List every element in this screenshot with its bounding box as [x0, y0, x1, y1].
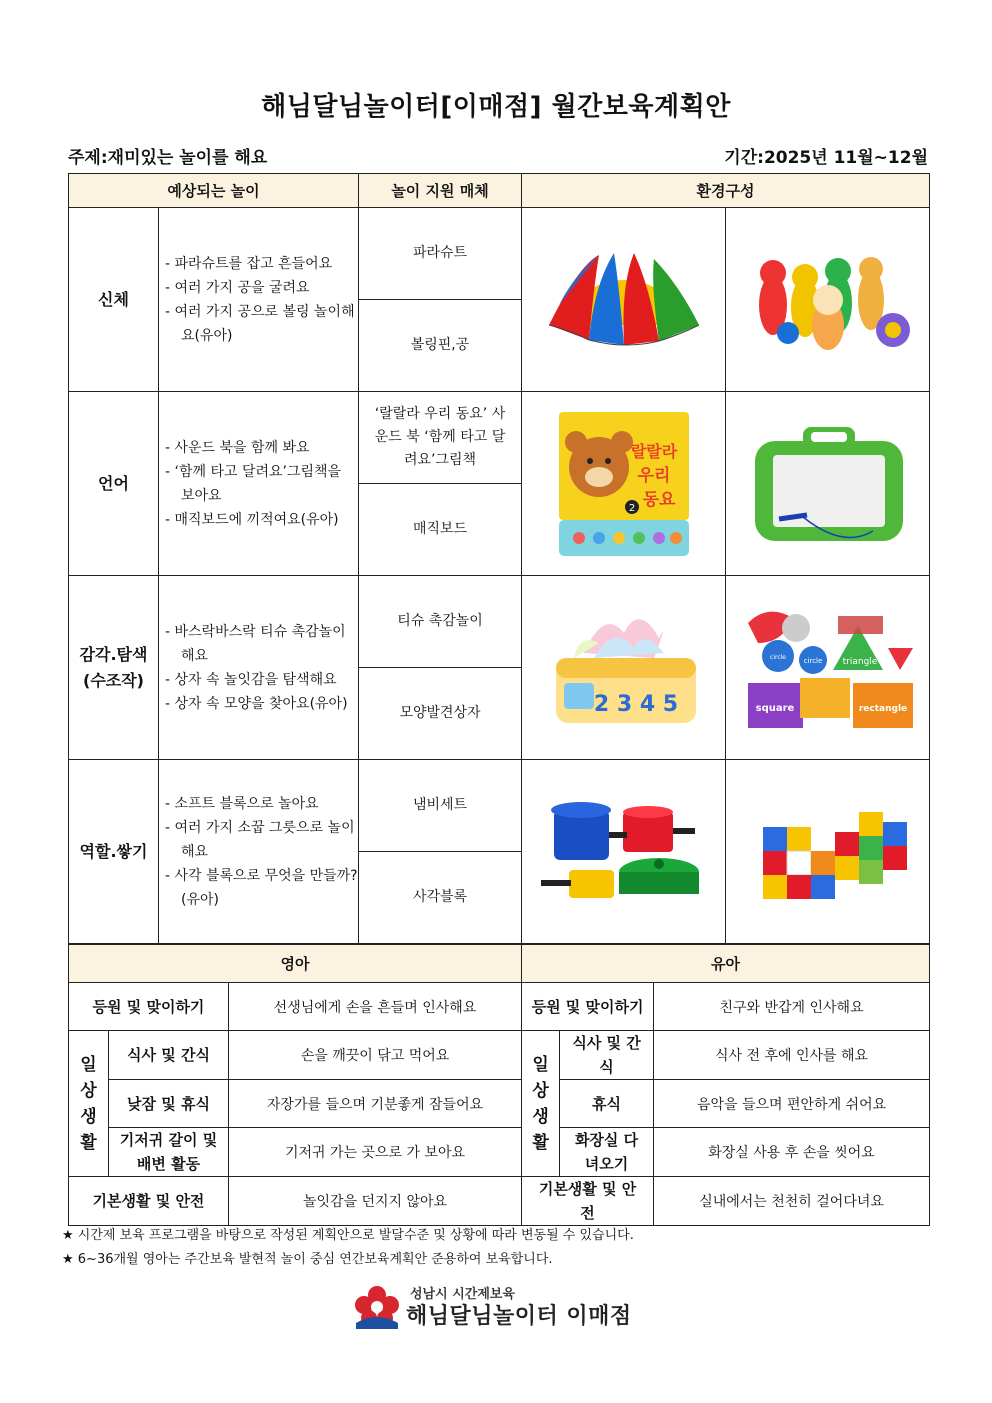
- activity-item: - 사각 블록으로 무엇을 만들까?(유아): [165, 867, 358, 908]
- plan-period: 기간:2025년 11월~12월: [724, 148, 928, 168]
- infant-header: 영아: [69, 945, 522, 983]
- toddler-toilet-value: 화장실 사용 후 손을 씻어요: [654, 1128, 930, 1177]
- magic-board-image: [726, 392, 930, 576]
- media-sound-book: ‘랄랄라 우리 동요’ 사운드 북 ‘함께 타고 달려요’그림책: [359, 392, 522, 484]
- bowling-set-image: [726, 208, 930, 392]
- footer-logo: [352, 1281, 652, 1331]
- seongnam-flower-icon: [352, 1283, 402, 1329]
- activity-item: - 여러 가지 공을 굴려요: [165, 279, 310, 296]
- shape-word: circle: [803, 656, 822, 665]
- activity-item: - ‘함께 타고 달려요’그림책을 보아요: [165, 463, 342, 504]
- activity-item: - 소프트 블록으로 놀아요: [165, 795, 319, 812]
- toddler-safety-value: 실내에서는 천천히 걸어다녀요: [654, 1177, 930, 1226]
- media-parachute: 파라슈트: [359, 208, 522, 300]
- infant-safety-label: 기본생활 및 안전: [69, 1177, 229, 1226]
- toddler-arrival-label: 등원 및 맞이하기: [522, 983, 654, 1031]
- activity-item: - 상자 속 놀잇감을 탐색해요: [165, 671, 337, 688]
- activities-physical: [159, 208, 359, 392]
- logo-title: 해님달님놀이터 이매점: [406, 1304, 632, 1329]
- pot-set-image: [522, 760, 726, 944]
- infant-arrival-value: 선생님에게 손을 흔들며 인사해요: [229, 983, 522, 1031]
- plan-table: [68, 173, 930, 944]
- toddler-rest-label: 휴식: [560, 1080, 654, 1128]
- shape-word: circle: [769, 653, 786, 661]
- infant-toilet-label: 기저귀 갈이 및 배변 활동: [109, 1128, 229, 1177]
- book-number: 2: [628, 502, 635, 514]
- category-sensory: 감각.탐색 (수조작): [69, 576, 159, 760]
- media-bowling: 볼링핀,공: [359, 300, 522, 392]
- book-title-text: 랄랄라: [630, 441, 677, 461]
- infant-rest-label: 낮잠 및 휴식: [109, 1080, 229, 1128]
- infant-toilet-value: 기저귀 가는 곳으로 가 보아요: [229, 1128, 522, 1177]
- infant-safety-value: 놀잇감을 던지지 않아요: [229, 1177, 522, 1226]
- media-shape-box: 모양발견상자: [359, 668, 522, 760]
- toddler-arrival-value: 친구와 반갑게 인사해요: [654, 983, 930, 1031]
- shape-word: triangle: [842, 656, 877, 667]
- infant-arrival-label: 등원 및 맞이하기: [69, 983, 229, 1031]
- svg-text:우리: 우리: [637, 465, 670, 486]
- category-physical: 신체: [69, 208, 159, 392]
- activities-sensory: [159, 576, 359, 760]
- toddler-toilet-label: 화장실 다녀오기: [560, 1128, 654, 1177]
- toddler-daily-life-label: 일상생활: [522, 1031, 560, 1177]
- category-roleplay-blocks: 역할.쌓기: [69, 760, 159, 944]
- tissue-box-numbers: 2 3 4 5: [593, 691, 678, 717]
- activity-item: - 파라슈트를 잡고 흔들어요: [165, 255, 333, 272]
- footnote: ★ 시간제 보육 프로그램을 바탕으로 작성된 계획안으로 발달수준 및 상황에 따라 변동될 수 있습니다.: [62, 1228, 634, 1243]
- daily-life-table: [68, 944, 930, 1226]
- shape-word: rectangle: [858, 703, 907, 714]
- toddler-rest-value: 음악을 들으며 편안하게 쉬어요: [654, 1080, 930, 1128]
- media-square-blocks: 사각블록: [359, 852, 522, 944]
- activity-item: - 바스락바스락 티슈 촉감놀이해요: [165, 623, 346, 664]
- footnotes: [62, 1224, 634, 1272]
- toddler-safety-label: 기본생활 및 안전: [522, 1177, 654, 1226]
- toddler-meal-label: 식사 및 간식: [560, 1031, 654, 1080]
- sound-book-image: [522, 392, 726, 576]
- infant-meal-value: 손을 깨끗이 닦고 먹어요: [229, 1031, 522, 1080]
- activity-item: - 상자 속 모양을 찾아요(유아): [165, 695, 348, 712]
- media-pot-set: 냄비세트: [359, 760, 522, 852]
- logo-subtitle: 성남시 시간제보육: [410, 1287, 515, 1302]
- activities-roleplay-blocks: [159, 760, 359, 944]
- header-play: 예상되는 놀이: [69, 174, 359, 208]
- page-title: 해님달님놀이터[이매점] 월간보육계획안: [261, 92, 731, 122]
- infant-rest-value: 자장가를 들으며 기분좋게 잠들어요: [229, 1080, 522, 1128]
- infant-meal-label: 식사 및 간식: [109, 1031, 229, 1080]
- activity-item: - 여러 가지 소꿉 그릇으로 놀이해요: [165, 819, 355, 860]
- activity-item: - 매직보드에 끼적여요(유아): [165, 511, 339, 528]
- toddler-meal-value: 식사 전 후에 인사를 해요: [654, 1031, 930, 1080]
- parachute-image: [522, 208, 726, 392]
- activity-item: - 사운드 북을 함께 봐요: [165, 439, 310, 456]
- toddler-header: 유아: [522, 945, 930, 983]
- square-blocks-image: [726, 760, 930, 944]
- svg-text:동요: 동요: [642, 489, 675, 510]
- shape-box-image: [726, 576, 930, 760]
- footnote: ★ 6~36개월 영아는 주간보육 발현적 놀이 중심 연간보육계획안 준용하여 보육합니다.: [62, 1252, 553, 1267]
- header-media: 놀이 지원 매체: [359, 174, 522, 208]
- media-tissue: 티슈 촉감놀이: [359, 576, 522, 668]
- infant-daily-life-label: 일상생활: [69, 1031, 109, 1177]
- tissue-box-image: [522, 576, 726, 760]
- header-environment: 환경구성: [522, 174, 930, 208]
- category-language: 언어: [69, 392, 159, 576]
- activities-language: [159, 392, 359, 576]
- shape-word: square: [755, 702, 794, 714]
- activity-item: - 여러 가지 공으로 볼링 놀이해요(유아): [165, 303, 355, 344]
- plan-theme: 주제:재미있는 놀이를 해요: [68, 148, 268, 168]
- media-magic-board: 매직보드: [359, 484, 522, 576]
